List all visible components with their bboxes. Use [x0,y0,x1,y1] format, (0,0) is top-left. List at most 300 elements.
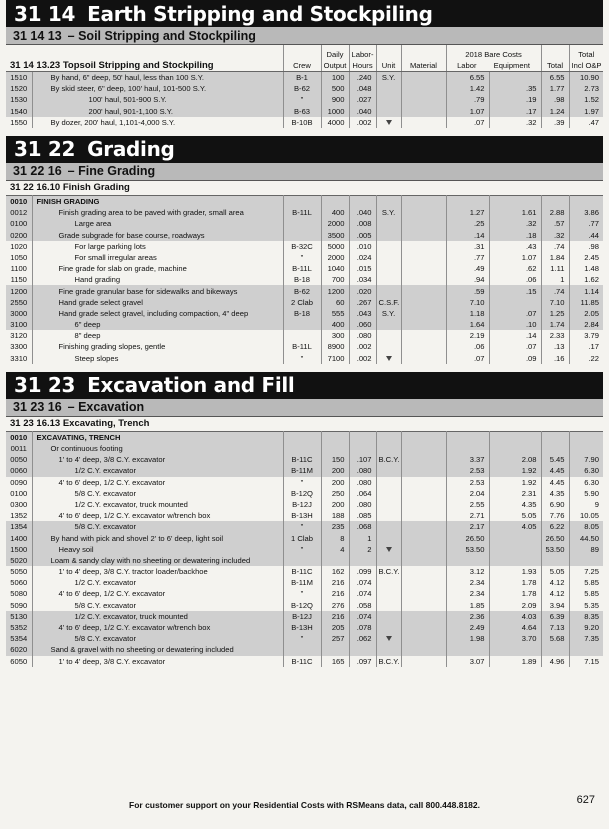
section-header [6,27,603,45]
cell-equipment-cost: .32 [489,218,541,229]
cell-labor-cost: 2.53 [446,477,489,488]
cell-material [401,477,446,488]
table-row [6,443,603,454]
cell-material [401,341,446,352]
cell-total-incl-op: .47 [588,117,600,127]
header-incl-op: Incl O&P [571,61,602,70]
cell-total-incl-op: 2.84 [569,319,603,330]
cell-desc: Hand grade select gravel [32,297,283,308]
cell-material [401,72,446,84]
cell-line: 1540 [6,106,32,117]
cell-total: 6.39 [541,611,569,622]
cell-labor-hours: .048 [349,83,376,94]
cell-unit: S.Y. [376,308,401,319]
cell-daily-output [321,195,349,207]
cell-line: 0090 [6,477,32,488]
cell-labor-cost: 1.18 [446,308,489,319]
cell-material [401,454,446,465]
footer-note: For customer support on your Residential Costs with RSMeans data, call 800.448.8182. [129,800,480,810]
cell-daily-output: 188 [321,510,349,521]
table-header-row [6,45,603,72]
cell-equipment-cost: 1.78 [489,577,541,588]
cell-equipment-cost: .07 [489,341,541,352]
table-row [6,465,603,476]
table-row [6,521,603,532]
cell-total-incl-op: .44 [569,230,603,241]
cell-total-incl-op: 1.97 [569,106,603,117]
cell-unit [376,588,401,599]
cell-total-incl-op [569,555,603,566]
cell-total: 4.45 [541,465,569,476]
header-total: Total [546,61,564,70]
cell-unit [376,83,401,94]
cell-total-incl-op: 8.35 [569,611,603,622]
division-number: 31 14 [14,1,76,26]
cell-labor-cost: .31 [446,241,489,252]
cell-desc: 4' to 6' deep, 1/2 C.Y. excavator [32,588,283,599]
cell-equipment-cost: .06 [489,274,541,285]
cell-labor-cost: 26.50 [446,532,489,543]
cell-total-incl-op [569,431,603,443]
table-row [6,330,603,341]
cell-labor-hours [349,431,376,443]
cell-labor-cost: 6.55 [446,72,489,84]
cell-total-incl-op [569,644,603,655]
cell-desc: 1/2 C.Y. excavator [32,577,283,588]
section-title: – Fine Grading [67,164,156,179]
cell-unit [376,230,401,241]
cell-crew: B-32C [283,241,321,252]
cell-total-incl-op: 10.05 [579,511,599,521]
cell-labor-cost: 2.19 [446,330,489,341]
cell-unit [376,319,401,330]
cell-labor-hours: .002 [349,353,376,364]
cell-crew: B-11C [283,454,321,465]
cell-equipment-cost: 4.35 [489,499,541,510]
cell-labor-cost: .07 [446,117,489,128]
cell-labor-cost: 7.10 [446,297,489,308]
cell-total-incl-op: 7.90 [569,454,603,465]
header-bare-costs: 2018 Bare Costs [465,50,522,59]
cell-daily-output: 250 [321,488,349,499]
cell-crew [283,431,321,443]
down-arrow-icon [386,547,392,552]
cell-total-incl-op: 1.52 [569,94,603,105]
cell-material [401,330,446,341]
cell-material [401,544,446,555]
cell-equipment-cost: 1.92 [489,465,541,476]
cell-line: 3100 [6,319,32,330]
cell-unit [376,252,401,263]
division-number: 31 22 [14,137,76,162]
cell-line: 1020 [6,241,32,252]
cell-line: 0012 [6,207,32,218]
cell-total-incl-op: 2.73 [569,83,603,94]
division-header [6,136,603,163]
table-row [6,94,603,105]
cell-labor-cost: 2.36 [446,611,489,622]
cell-daily-output: 1200 [321,285,349,296]
cell-total: 3.94 [541,600,569,611]
cell-total-incl-op: .17 [588,342,599,352]
cell-total-incl-op: 89 [569,544,603,555]
table-row [6,532,603,543]
cell-daily-output: 60 [321,297,349,308]
cell-labor-hours [349,443,376,454]
cell-labor-cost: 1.64 [446,319,489,330]
cell-unit [376,218,401,229]
cell-labor-hours: .064 [349,488,376,499]
cell-total-incl-op: 7.15 [584,656,599,666]
subsection-title: Topsoil Stripping and Stockpiling [62,60,214,71]
cell-total-incl-op: 10.90 [569,72,603,84]
cell-material [401,532,446,543]
cell-total-incl-op: 1.62 [584,275,599,285]
cell-desc: 4' to 6' deep, 1/2 C.Y. excavator w/trench box [32,510,283,521]
section-header [6,163,603,181]
cell-crew: B-11M [283,465,321,476]
cell-unit [376,577,401,588]
table-body [6,72,603,128]
cell-line: 5050 [6,566,32,577]
cell-crew [283,555,321,566]
cell-labor-hours: .040 [349,207,376,218]
division-header [6,0,603,27]
subsection-title: Excavating, Trench [62,418,150,430]
cell-material [401,285,446,296]
cell-total-incl-op: 1.14 [569,285,603,296]
cell-material [401,308,446,319]
cell-total: 2.88 [541,207,569,218]
cell-labor-hours: .080 [349,499,376,510]
cell-unit [376,499,401,510]
cell-unit: B.C.Y. [376,454,401,465]
cell-labor-cost: .79 [446,94,489,105]
cell-material [401,218,446,229]
table-row [6,555,603,566]
table-row [6,341,603,352]
cell-daily-output: 235 [321,521,349,532]
cell-unit [376,263,401,274]
cell-unit [376,544,401,555]
cell-daily-output [321,644,349,655]
cell-line: 0010 [6,431,32,443]
cell-total [541,431,569,443]
cell-daily-output: 8900 [321,341,349,352]
cell-crew: B-11M [283,577,321,588]
cell-unit [376,600,401,611]
cell-material [401,83,446,94]
table-row [6,510,603,521]
cell-daily-output: 2000 [321,218,349,229]
cell-equipment-cost: .07 [489,308,541,319]
cell-total: 1.11 [541,263,569,274]
cell-material [401,656,446,667]
cell-labor-cost: .49 [446,263,489,274]
cell-crew: B-12Q [283,600,321,611]
header-output: Output [323,61,347,70]
table-row [6,241,603,252]
cell-desc: Grade subgrade for base course, roadways [32,230,283,241]
cell-labor-cost: 53.50 [446,544,489,555]
cell-daily-output: 555 [321,308,349,319]
cell-total-incl-op: .98 [588,241,599,251]
cell-equipment-cost: .17 [489,106,541,117]
cell-crew: B-18 [283,274,321,285]
cell-daily-output: 205 [321,622,349,633]
cell-line: 1100 [6,263,32,274]
cell-line: 0100 [6,488,32,499]
cell-labor-cost: 2.34 [446,588,489,599]
cell-daily-output: 162 [321,566,349,577]
cell-unit: S.Y. [376,207,401,218]
cell-unit [376,477,401,488]
cell-crew: B-11C [283,656,321,667]
cell-labor-cost: 3.12 [446,566,489,577]
cell-unit [376,106,401,117]
cost-table [6,431,603,667]
cell-labor-cost: 2.17 [446,521,489,532]
section-title: – Soil Stripping and Stockpiling [67,28,256,43]
cell-daily-output: 276 [321,600,349,611]
cell-total-incl-op: 9.20 [569,622,603,633]
cell-total: .32 [541,230,569,241]
cell-equipment-cost: .43 [489,241,541,252]
cell-daily-output [321,443,349,454]
cell-labor-hours: 2 [349,544,376,555]
cell-daily-output: 4000 [321,117,349,128]
cell-desc: Heavy soil [32,544,283,555]
cell-equipment-cost: 2.31 [489,488,541,499]
cell-labor-cost: 2.34 [446,577,489,588]
cell-crew: 2 Clab [283,297,321,308]
cell-material [401,588,446,599]
cell-crew: B-11L [283,341,321,352]
cell-desc: 1' to 4' deep, 3/8 C.Y. excavator [32,454,283,465]
cell-daily-output [321,431,349,443]
cell-equipment-cost: 4.64 [489,622,541,633]
cell-labor-hours: .034 [349,274,376,285]
section-number: 31 23 16 [13,400,62,415]
cell-labor-cost: .59 [446,285,489,296]
cell-labor-cost [446,443,489,454]
cell-labor-cost: 1.27 [446,207,489,218]
cell-labor-hours: .015 [349,263,376,274]
cell-line: 5130 [6,611,32,622]
cell-labor-cost: 1.07 [446,106,489,117]
cell-line: 5090 [6,600,32,611]
cell-desc: By hand with pick and shovel 2' to 6' deep, light soil [32,532,283,543]
cell-crew [283,330,321,341]
cell-equipment-cost: .09 [489,353,541,364]
cell-labor-hours: .008 [349,218,376,229]
cell-material [401,499,446,510]
cell-material [401,195,446,207]
cell-equipment-cost: 4.05 [489,521,541,532]
cell-daily-output: 100 [321,72,349,84]
cell-total: 7.10 [541,297,569,308]
cell-daily-output: 150 [321,454,349,465]
cell-daily-output: 216 [321,611,349,622]
cell-daily-output: 900 [321,94,349,105]
cell-crew: B-63 [283,106,321,117]
division-title: Excavation and Fill [87,373,295,398]
cell-crew: " [283,588,321,599]
cell-daily-output: 216 [321,588,349,599]
table-body [6,195,603,363]
cell-total: 1.25 [541,308,569,319]
cell-equipment-cost: 2.09 [489,600,541,611]
cell-daily-output: 7100 [321,353,349,364]
cell-equipment-cost: 1.78 [489,588,541,599]
cell-total-incl-op: 5.35 [584,600,599,610]
cell-line: 0200 [6,230,32,241]
cell-desc: Hand grade select gravel, including compaction, 4" deep [32,308,283,319]
table-row [6,263,603,274]
cell-total: 1.84 [541,252,569,263]
cell-equipment-cost: 1.93 [489,566,541,577]
header-material: Material [409,61,437,70]
cell-desc: EXCAVATING, TRENCH [32,431,283,443]
cell-labor-hours: .107 [349,454,376,465]
cell-desc: Fine grade for slab on grade, machine [32,263,283,274]
cell-unit [376,488,401,499]
cell-labor-cost: 3.37 [446,454,489,465]
cell-equipment-cost: 1.07 [489,252,541,263]
cell-daily-output: 216 [321,577,349,588]
cell-total-incl-op: 9 [594,499,599,509]
cell-daily-output: 400 [321,207,349,218]
cell-unit [376,510,401,521]
cell-material [401,644,446,655]
cell-unit [376,431,401,443]
table-row [6,195,603,207]
cell-daily-output: 200 [321,477,349,488]
table-row [6,622,603,633]
cell-daily-output: 3500 [321,230,349,241]
table-row [6,633,603,644]
cell-unit: B.C.Y. [376,566,401,577]
cell-line: 6050 [6,656,32,667]
table-row [6,656,603,667]
cell-material [401,600,446,611]
cell-total-incl-op: 5.85 [584,589,599,599]
cell-total: 5.68 [541,633,569,644]
cell-total-incl-op: 2.05 [569,308,603,319]
cell-crew: B-13H [283,622,321,633]
cell-total-incl-op: 7.35 [569,633,603,644]
cell-desc: 4' to 6' deep, 1/2 C.Y. excavator [32,477,283,488]
cell-labor-cost: 2.53 [446,465,489,476]
table-row [6,488,603,499]
cell-labor-cost: 2.71 [446,510,489,521]
cell-daily-output: 257 [321,633,349,644]
down-arrow-icon [386,120,392,125]
cell-crew: " [283,353,321,364]
cell-total: .13 [541,341,569,352]
table-row [6,353,603,364]
cell-crew: B-13H [283,510,321,521]
table-row [6,207,603,218]
cell-desc: 1' to 4' deep, 3/8 C.Y. tractor loader/backhoe [32,566,283,577]
table-row [6,117,603,128]
cell-total: 1 [541,274,569,285]
cell-material [401,94,446,105]
cell-labor-hours: .058 [349,600,376,611]
cell-unit [376,532,401,543]
cell-unit [376,443,401,454]
table-row [6,431,603,443]
cell-line: 1050 [6,252,32,263]
cell-desc: 8" deep [32,330,283,341]
cell-line: 2550 [6,297,32,308]
cell-unit: S.Y. [376,72,401,84]
cell-labor-cost: .25 [446,218,489,229]
cell-line: 1550 [6,117,32,128]
cell-total: 4.45 [541,477,569,488]
cell-crew: " [283,252,321,263]
cell-labor-hours: .267 [349,297,376,308]
cell-material [401,297,446,308]
cell-unit [376,195,401,207]
cell-labor-cost [446,644,489,655]
cell-total-incl-op [569,443,603,454]
cell-unit [376,117,401,128]
subsection-header [6,181,603,195]
cell-material [401,207,446,218]
cell-equipment-cost: 3.70 [489,633,541,644]
cell-desc: 200' haul, 901-1,100 S.Y. [32,106,283,117]
cell-daily-output: 4 [321,544,349,555]
cell-equipment-cost: .10 [489,319,541,330]
cost-data-page [6,0,603,667]
cell-unit: B.C.Y. [376,656,401,667]
cell-labor-hours [349,555,376,566]
cell-material [401,431,446,443]
cell-labor-cost: 2.55 [446,499,489,510]
cell-line: 3120 [6,330,32,341]
table-row [6,611,603,622]
cell-total: 7.13 [541,622,569,633]
header-daily: Daily [326,50,344,59]
cell-labor-hours: .074 [349,577,376,588]
cell-line: 1150 [6,274,32,285]
cell-total: 1.77 [541,83,569,94]
cell-crew: B-62 [283,83,321,94]
cell-daily-output: 8 [321,532,349,543]
cell-labor-hours: .068 [349,521,376,532]
cell-total-incl-op: 5.85 [584,578,599,588]
table-row [6,218,603,229]
cell-labor-cost: .06 [446,341,489,352]
cell-labor-hours: .060 [349,319,376,330]
cell-total-incl-op: 11.85 [569,297,603,308]
cell-desc: Steep slopes [32,353,283,364]
cell-total-incl-op [569,195,603,207]
section-number: 31 14 13 [13,28,62,43]
cell-crew [283,443,321,454]
cell-line: 5352 [6,622,32,633]
cell-total-incl-op: 3.86 [569,207,603,218]
cell-labor-hours: .043 [349,308,376,319]
cell-daily-output: 200 [321,465,349,476]
cell-total: 2.33 [541,330,569,341]
cell-labor-hours: .080 [349,330,376,341]
section-title: – Excavation [67,400,145,415]
cell-labor-cost: 1.98 [446,633,489,644]
cell-labor-hours: .010 [349,241,376,252]
cell-total: 5.45 [541,454,569,465]
